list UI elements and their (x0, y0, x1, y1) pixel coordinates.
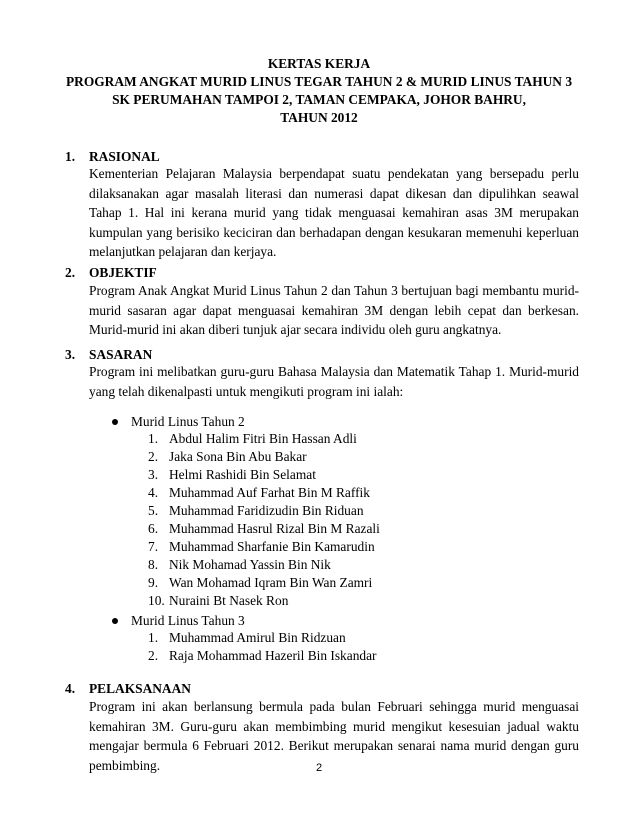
bullet-group-tahun-3 (112, 612, 245, 630)
paragraph: Program ini melibatkan guru-guru Bahasa Malaysia dan Matematik Tahap 1. Murid-murid yang telah dikenalpasti untuk mengikuti program ini ialah: (89, 364, 579, 399)
list-item: 5. Muhammad Faridizudin Bin Riduan (148, 503, 364, 518)
section-title: PELAKSANAAN (89, 681, 191, 696)
page-number: 2 (315, 762, 323, 774)
section-heading-objektif (65, 264, 157, 282)
doc-title-line-2: PROGRAM ANGKAT MURID LINUS TEGAR TAHUN 2 & MURID LINUS TAHUN 3 (65, 74, 573, 89)
section-body-rasional (89, 164, 579, 262)
list-item: 3. Helmi Rashidi Bin Selamat (148, 467, 316, 482)
list-item: 6. Muhammad Hasrul Rizal Bin M Razali (148, 521, 380, 536)
list-item: 2. Jaka Sona Bin Abu Bakar (148, 449, 307, 464)
list-item: 8. Nik Mohamad Yassin Bin Nik (148, 557, 331, 572)
student-list-tahun-2 (148, 430, 380, 610)
doc-title-line-3: SK PERUMAHAN TAMPOI 2, TAMAN CEMPAKA, JOHOR BAHRU, (112, 92, 526, 107)
bullet-icon (112, 419, 118, 425)
section-title: RASIONAL (89, 149, 160, 164)
list-item: 1. Muhammad Amirul Bin Ridzuan (148, 630, 346, 645)
section-title: OBJEKTIF (89, 265, 157, 280)
list-item: 7. Muhammad Sharfanie Bin Kamarudin (148, 539, 375, 554)
list-item: 10. Nuraini Bt Nasek Ron (148, 593, 289, 608)
section-number: 2. (65, 265, 76, 280)
paragraph: Program Anak Angkat Murid Linus Tahun 2 dan Tahun 3 bertujuan bagi membantu murid-murid sasaran agar dapat menguasai kemahiran 3M dengan lebih cepat dan berkesan. Murid-murid ini akan diberi tunjuk ajar secara individu oleh guru angkatnya. (89, 283, 579, 337)
list-item: 4. Muhammad Auf Farhat Bin M Raffik (148, 485, 370, 500)
doc-title-line-1: KERTAS KERJA (267, 56, 371, 71)
section-body-objektif (89, 281, 579, 340)
list-item: 9. Wan Mohamad Iqram Bin Wan Zamri (148, 575, 373, 590)
section-number: 4. (65, 681, 76, 696)
section-title: SASARAN (89, 347, 153, 362)
paragraph: Kementerian Pelajaran Malaysia berpendapat suatu pendekatan yang bersepadu perlu dilaksanakan agar masalah literasi dan numerasi dapat dikesan dan dipulihkan seawal Tahap 1. Hal ini kerana murid yang tidak menguasai kemahiran asas 3M merupakan kumpulan yang berisiko keciciran dan berhadapan dengan kesukaran memenuhi keperluan melanjutkan pelajaran dan kerjaya. (89, 166, 579, 259)
list-item: 2. Raja Mohammad Hazeril Bin Iskandar (148, 648, 377, 663)
group-label: Murid Linus Tahun 3 (131, 613, 245, 628)
list-item: 1. Abdul Halim Fitri Bin Hassan Adli (148, 431, 357, 446)
student-list-tahun-3 (148, 629, 377, 665)
group-label: Murid Linus Tahun 2 (131, 414, 245, 429)
section-number: 3. (65, 347, 76, 362)
bullet-icon (112, 618, 118, 624)
section-body-sasaran (89, 362, 579, 401)
doc-title-line-4: TAHUN 2012 (280, 110, 358, 125)
section-heading-pelaksanaan (65, 680, 191, 698)
paragraph: Program ini akan berlansung bermula pada bulan Februari sehingga murid menguasai kemahiran 3M. Guru-guru akan membimbing murid mengikut kesesuian jadual waktu mengajar bermula 6 Februari 2012. Berikut merupakan senarai nama murid dengan guru pembimbing. (89, 699, 579, 773)
section-number: 1. (65, 149, 76, 164)
bullet-group-tahun-2 (112, 413, 245, 431)
